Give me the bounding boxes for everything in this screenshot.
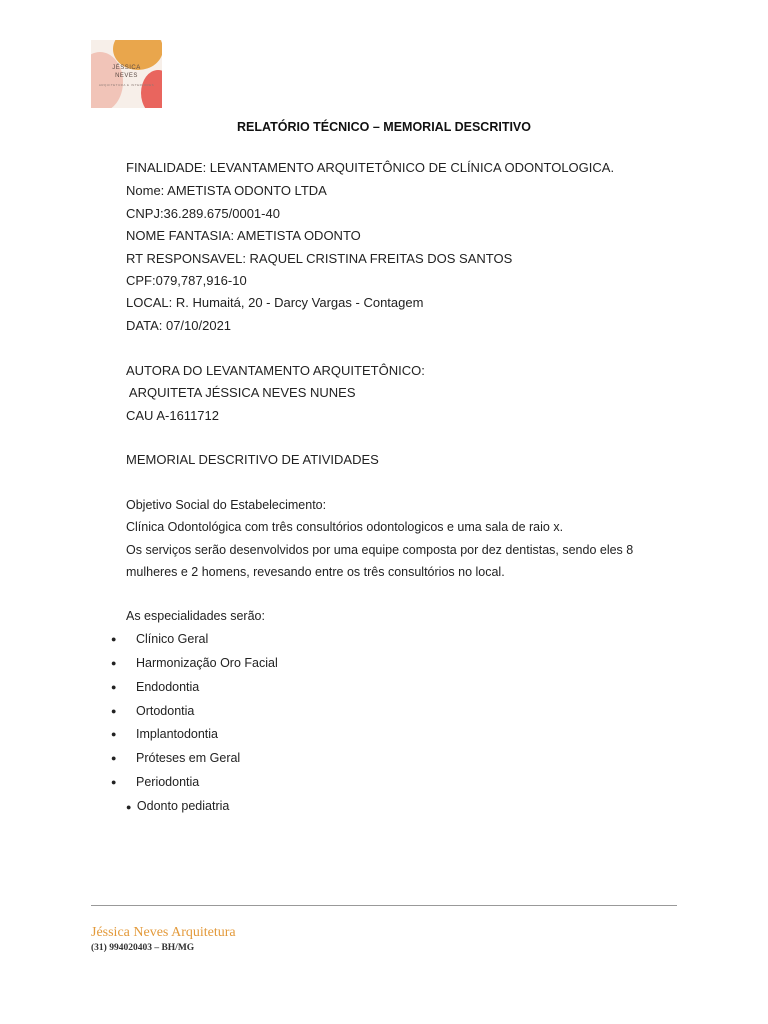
servicos-line-1: Os serviços serão desenvolvidos por uma equipe composta por dez dentistas, sendo eles 8 — [126, 543, 634, 557]
bullet-icon: ● — [126, 802, 132, 812]
specialty-label: Ortodontia — [136, 704, 195, 718]
bullet-icon: ● — [111, 706, 117, 716]
memorial-heading: MEMORIAL DESCRITIVO DE ATIVIDADES — [126, 452, 379, 467]
footer-contact: (31) 994020403 – BH/MG — [91, 943, 195, 953]
specialty-label: Odonto pediatria — [136, 799, 230, 813]
specialty-label: Periodontia — [136, 775, 200, 789]
rt-line: RT RESPONSAVEL: RAQUEL CRISTINA FREITAS DOS SANTOS — [126, 251, 513, 266]
especialidades-heading: As especialidades serão: — [126, 609, 265, 623]
specialty-label: Clínico Geral — [136, 632, 209, 646]
servicos-line-2: mulheres e 2 homens, revesando entre os três consultórios no local. — [126, 565, 505, 579]
specialty-label: Harmonização Oro Facial — [136, 656, 278, 670]
finalidade-line: FINALIDADE: LEVANTAMENTO ARQUITETÔNICO DE CLÍNICA ODONTOLOGICA. — [126, 160, 615, 175]
cpf-line: CPF:079,787,916-10 — [126, 273, 247, 288]
bullet-icon: ● — [111, 634, 117, 644]
cnpj-line: CNPJ:36.289.675/0001-40 — [126, 206, 280, 221]
local-line: LOCAL: R. Humaitá, 20 - Darcy Vargas - Contagem — [126, 295, 424, 310]
autora-name: ARQUITETA JÉSSICA NEVES NUNES — [126, 385, 356, 400]
bullet-icon: ● — [111, 777, 117, 787]
bullet-icon: ● — [111, 753, 117, 763]
specialty-label: Implantodontia — [136, 727, 219, 741]
autora-heading: AUTORA DO LEVANTAMENTO ARQUITETÔNICO: — [126, 363, 425, 378]
footer-company-name: Jéssica Neves Arquitetura — [91, 925, 236, 940]
bullet-icon: ● — [111, 658, 117, 668]
specialty-label: Endodontia — [136, 680, 200, 694]
data-line: DATA: 07/10/2021 — [126, 318, 232, 333]
nome-fantasia-line: NOME FANTASIA: AMETISTA ODONTO — [126, 228, 361, 243]
objetivo-line: Objetivo Social do Estabelecimento: — [126, 498, 327, 512]
nome-line: Nome: AMETISTA ODONTO LTDA — [126, 183, 327, 198]
footer-divider — [91, 905, 677, 906]
cau-line: CAU A-1611712 — [126, 408, 219, 423]
bullet-icon: ● — [111, 682, 117, 692]
specialty-label: Próteses em Geral — [136, 751, 241, 765]
list-item — [126, 797, 229, 816]
company-logo — [91, 40, 162, 108]
report-title: RELATÓRIO TÉCNICO – MEMORIAL DESCRITIVO — [237, 120, 531, 134]
logo-text-line1: JÉSSICA — [112, 65, 141, 71]
clinica-line: Clínica Odontológica com três consultórios odontologicos e uma sala de raio x. — [126, 520, 564, 534]
bullet-icon: ● — [111, 729, 117, 739]
logo-text-line2: NEVES — [115, 73, 138, 79]
logo-text-line3: ARQUITETURA E INTERIORES — [98, 83, 155, 87]
